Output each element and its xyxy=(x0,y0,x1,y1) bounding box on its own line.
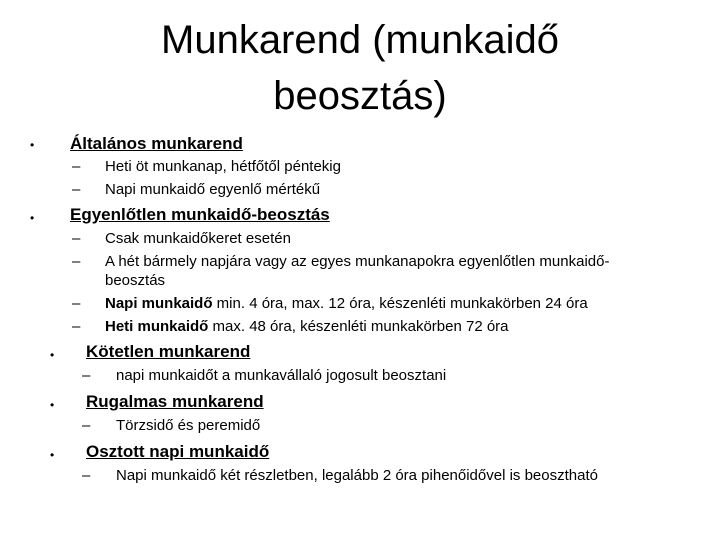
slide-title-line-2: beosztás) xyxy=(273,74,447,118)
section-heading-egyenlotlen: Egyenlőtlen munkaidő-beosztás xyxy=(70,205,330,224)
section-heading-kotetlen: Kötetlen munkarend xyxy=(86,342,251,361)
list-item-continuation: beosztás xyxy=(105,272,166,289)
list-item xyxy=(105,295,588,313)
dash-icon: – xyxy=(72,253,81,270)
section-heading-rugalmas: Rugalmas munkarend xyxy=(86,392,264,411)
dash-icon: – xyxy=(72,318,81,335)
list-item-text: min. 4 óra, max. 12 óra, készenléti munkakörben 24 óra xyxy=(212,295,588,312)
list-item: Napi munkaidő egyenlő mértékű xyxy=(105,181,321,198)
list-item-emphasis: Heti munkaidő xyxy=(105,318,209,335)
bullet-icon: • xyxy=(50,448,55,462)
bullet-icon: • xyxy=(50,348,55,362)
list-item: Napi munkaidő két részletben, legalább 2 óra pihenőidővel is beosztható xyxy=(116,467,598,484)
dash-icon: – xyxy=(72,230,81,247)
dash-icon: – xyxy=(82,367,91,384)
list-item: napi munkaidőt a munkavállaló jogosult beosztani xyxy=(116,367,447,384)
list-item: Csak munkaidőkeret esetén xyxy=(105,230,291,247)
section-heading-osztott: Osztott napi munkaidő xyxy=(86,442,270,461)
dash-icon: – xyxy=(72,181,81,198)
list-item xyxy=(105,318,509,336)
dash-icon: – xyxy=(82,417,91,434)
dash-icon: – xyxy=(82,467,91,484)
dash-icon: – xyxy=(72,158,81,175)
bullet-icon: • xyxy=(30,138,35,152)
list-item: Törzsidő és peremidő xyxy=(116,417,261,434)
list-item-emphasis: Napi munkaidő xyxy=(105,295,213,312)
list-item-text: max. 48 óra, készenléti munkakörben 72 óra xyxy=(208,318,509,335)
section-heading-altalanos: Általános munkarend xyxy=(70,134,243,153)
dash-icon: – xyxy=(72,295,81,312)
list-item: Heti öt munkanap, hétfőtől péntekig xyxy=(105,158,341,175)
list-item: A hét bármely napjára vagy az egyes munkanapokra egyenlőtlen munkaidő- xyxy=(105,253,610,270)
slide-title-line-1: Munkarend (munkaidő xyxy=(161,18,559,62)
bullet-icon: • xyxy=(30,211,35,225)
bullet-icon: • xyxy=(50,398,55,412)
